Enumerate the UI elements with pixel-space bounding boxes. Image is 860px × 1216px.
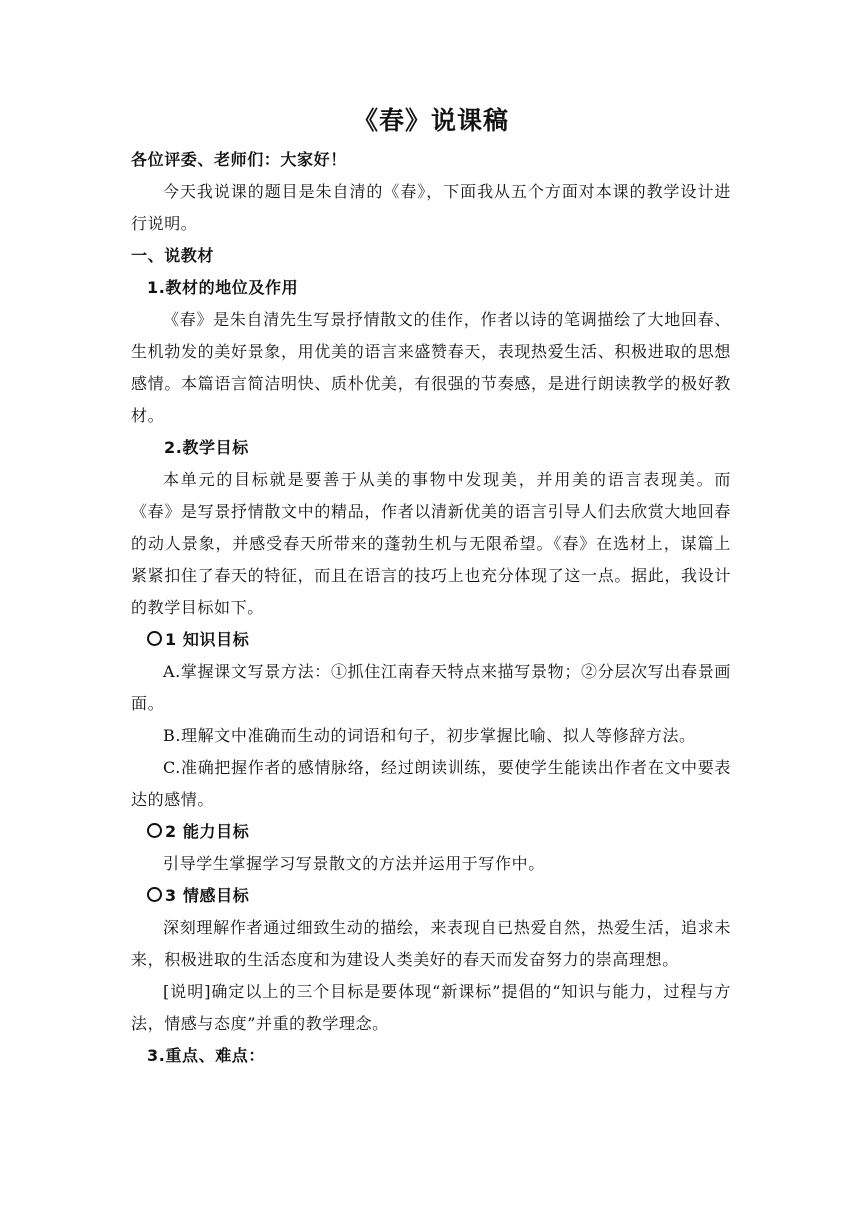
goal-knowledge-b: B.理解文中准确而生动的词语和句子，初步掌握比喻、拟人等修辞方法。 [163, 726, 696, 745]
goal-knowledge-a: A.掌握课文写景方法：①抓住江南春天特点来描写景物；②分层次写出春景画面。 [131, 662, 731, 713]
document-title: 《春》说课稿 [352, 106, 509, 135]
document-page [131, 100, 731, 1072]
circle-bullet-icon [147, 631, 162, 646]
goal-knowledge-c: C.准确把握作者的感情脉络，经过朗读训练，要使学生能读出作者在文中要表达的感情。 [131, 758, 731, 809]
paragraph-status-role: 《春》是朱自清先生写景抒情散文的佳作，作者以诗的笔调描绘了大地回春、生机勃发的美好景象，用优美的语言来盛赞春天，表现热爱生活、积极进取的思想感情。本篇语言简洁明快、质朴优美，有很强的节奏感，是进行朗读教学的极好教材。 [131, 310, 731, 425]
section-heading-textbook: 一、说教材 [131, 246, 215, 265]
paragraph-teaching-goals: 本单元的目标就是要善于从美的事物中发现美，并用美的语言表现美。而《春》是写景抒情散文中的精品，作者以清新优美的语言引导人们去欣赏大地回春的动人景象，并感受春天所带来的蓬勃生机与无限希望。《春》在选材上，谋篇上紧紧扣住了春天的特征，而且在语言的技巧上也充分体现了这一点。据此，我设计的教学目标如下。 [131, 470, 731, 617]
goal-knowledge-heading [131, 624, 731, 656]
subheading-teaching-goals: 2.教学目标 [164, 438, 249, 457]
goal-ability-heading [131, 816, 731, 848]
goal-ability-title: 2 能力目标 [165, 822, 250, 841]
subheading-status-role: 1.教材的地位及作用 [147, 278, 299, 297]
circle-bullet-icon [147, 823, 162, 838]
goal-ability-text: 引导学生掌握学习写景散文的方法并运用于写作中。 [163, 854, 545, 873]
subheading-key-points: 3.重点、难点： [147, 1046, 266, 1065]
goal-emotion-title: 3 情感目标 [165, 886, 250, 905]
circle-bullet-icon [147, 887, 162, 902]
greeting: 各位评委、老师们：大家好！ [131, 150, 347, 169]
goal-knowledge-title: 1 知识目标 [165, 630, 250, 649]
goal-emotion-text: 深刻理解作者通过细致生动的描绘，来表现自已热爱自然，热爱生活，追求未来，积极进取的生活态度和为建设人类美好的春天而发奋努力的崇高理想。 [131, 918, 731, 969]
goal-emotion-heading [131, 880, 731, 912]
intro-paragraph: 今天我说课的题目是朱自清的《春》，下面我从五个方面对本课的教学设计进行说明。 [131, 182, 731, 233]
note-paragraph: [说明]确定以上的三个目标是要体现“新课标”提倡的“知识与能力，过程与方法，情感与态度”并重的教学理念。 [131, 982, 731, 1033]
